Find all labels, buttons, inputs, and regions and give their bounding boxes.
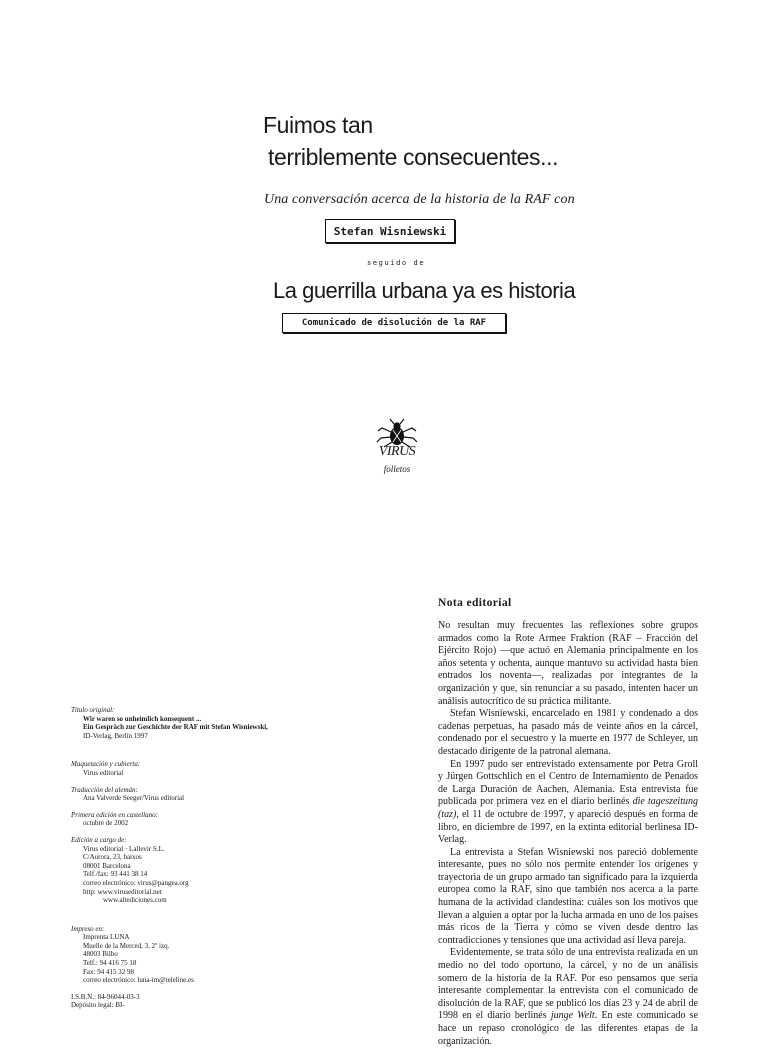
- credit-value: www.altediciones.com: [103, 896, 167, 905]
- credit-value: Virus editorial: [83, 768, 124, 777]
- paragraph: [438, 947, 698, 1048]
- paragraph-text: . En este comunicado se hace un repaso cronológico de las diferentes etapas de la organización.: [438, 1010, 699, 1047]
- credit-value: http: www.viruseditorial.net: [83, 887, 162, 896]
- paragraph: No resultan muy frecuentes las reflexiones sobre grupos armados como la Rote Armee Fraktion (RAF – Fracción del Ejército Rojo) —que actuó en Alemania principalmente en los años setenta y ochenta, aunque mantuvo su actividad hasta bien entrados los noventa—, realizadas por integrantes de la organización y que, sin renunciar a su pasado, intenten hacer un análisis autocrítico de su práctica militante.: [438, 620, 698, 707]
- nota-editorial-body: [438, 620, 699, 1047]
- credit-label: Primera edición en castellano:: [71, 810, 158, 819]
- author-box: Stefan Wisniewski: [325, 219, 455, 243]
- paragraph-text: Evidentemente, se trata sólo de una entrevista realizada en un medio no del todo oportuno, la cárcel, y no de un análisis somero de la historia de la RAF. Por eso pensamos que sería interesante complementar la entrevista con el comunicado de disolución de la RAF, que se publicó los días 23 y 24 de abril de 1998 en el diario berlinés: [438, 947, 698, 1022]
- credit-label: Traducción del alemán:: [71, 785, 138, 794]
- credit-value: Imprenta LUNA: [83, 933, 130, 942]
- credit-value: Ein Gespräch zur Geschichte der RAF mit Stefan Wisniewski,: [83, 723, 268, 732]
- paragraph-text: En 1997 pudo ser entrevistado extensamente por Petra Groll y Jürgen Gottschlich en el Centro de Internamiento de Penados de Larga Duración de Aachen, Alemania. Esta entrevista fue publicada por primera vez en el diario berlinés: [438, 758, 698, 808]
- paragraph: La entrevista a Stefan Wisniewski nos pareció doblemente interesante, pues no sólo nos permite entender los orígenes y trayectoria de un grupo armado tan significado para la izquierda europea como la RAF, sino que también nos acerca a la parte humana de la actividad clandestina: cuáles son los motivos que llevan a alguien a optar por la lucha armada en uno de los países más ricos de la Tierra y cómo se viven desde dentro las contradicciones y tensiones que una actividad así lleva pareja.: [438, 846, 698, 946]
- deposito-legal: Depósito legal: BI-: [71, 1001, 125, 1010]
- logo-subtitle: folletos: [383, 464, 411, 474]
- credit-label: Impreso en:: [71, 924, 105, 933]
- credit-value: Muelle de la Merced, 3, 2º izq.: [83, 941, 170, 950]
- credit-value: Ana Valverde Seeger/Virus editorial: [83, 794, 185, 803]
- nota-editorial-heading: Nota editorial: [438, 597, 512, 609]
- credit-value: Fax: 94 415 32 98: [83, 967, 134, 976]
- comunicado-box: Comunicado de disolución de la RAF: [282, 313, 506, 333]
- credit-value: 48003 Bilbo: [83, 950, 118, 959]
- seguido-de: seguido de: [367, 259, 426, 267]
- title-line-1: Fuimos tan: [263, 112, 373, 138]
- credit-value: octubre de 2002: [83, 819, 129, 828]
- isbn: I.S.B.N.: 84-96044-03-3: [71, 992, 140, 1001]
- credit-value: Wir waren so unheimlich konsequent ...: [83, 714, 202, 723]
- credit-label: Título original:: [71, 706, 115, 714]
- credit-value: correo electrónico: luna-im@teleline.es: [83, 976, 194, 985]
- subtitle: Una conversación acerca de la historia de la RAF con: [264, 192, 575, 207]
- newspaper-name: die tageszeitung (taz): [438, 796, 698, 820]
- logo-wordmark: VIRUS: [378, 444, 416, 459]
- credit-value: Telf./fax: 93 441 38 14: [83, 870, 148, 879]
- credits-block: [71, 706, 316, 1010]
- newspaper-name: junge Welt: [550, 1010, 595, 1022]
- credit-value: 08001 Barcelona: [83, 861, 131, 870]
- paragraph-text: , el 11 de octubre de 1997, y apareció después en forma de libro, en diciembre de 1997, en la extinta editorial berlinesa ID-Verlag.: [438, 808, 698, 846]
- credit-value: ID-Verlag, Berlín 1997: [83, 731, 148, 740]
- title-line-2: terriblemente consecuentes...: [268, 144, 559, 170]
- credit-value: correo electrónico: virus@pangea.org: [83, 878, 189, 887]
- credit-label: Edición a cargo de:: [71, 835, 127, 844]
- second-title: La guerrilla urbana ya es historia: [273, 278, 576, 303]
- paragraph: [438, 759, 698, 847]
- credit-value: Telf.: 94 416 75 18: [83, 959, 137, 968]
- credit-value: Virus editorial · Lallevir S.L.: [83, 844, 165, 853]
- credit-value: C/Aurora, 23, baixos: [83, 853, 142, 862]
- credit-label: Maquetación y cubierta:: [71, 760, 141, 769]
- publisher-logo: [370, 418, 424, 484]
- paragraph: Stefan Wisniewski, encarcelado en 1981 y condenado a dos cadenas perpetuas, ha pasado más de veinte años en la cárcel, condenado por el secuestro y la muerte en 1977 de Schleyer, un destacado dirigente de la patronal alemana.: [438, 708, 698, 757]
